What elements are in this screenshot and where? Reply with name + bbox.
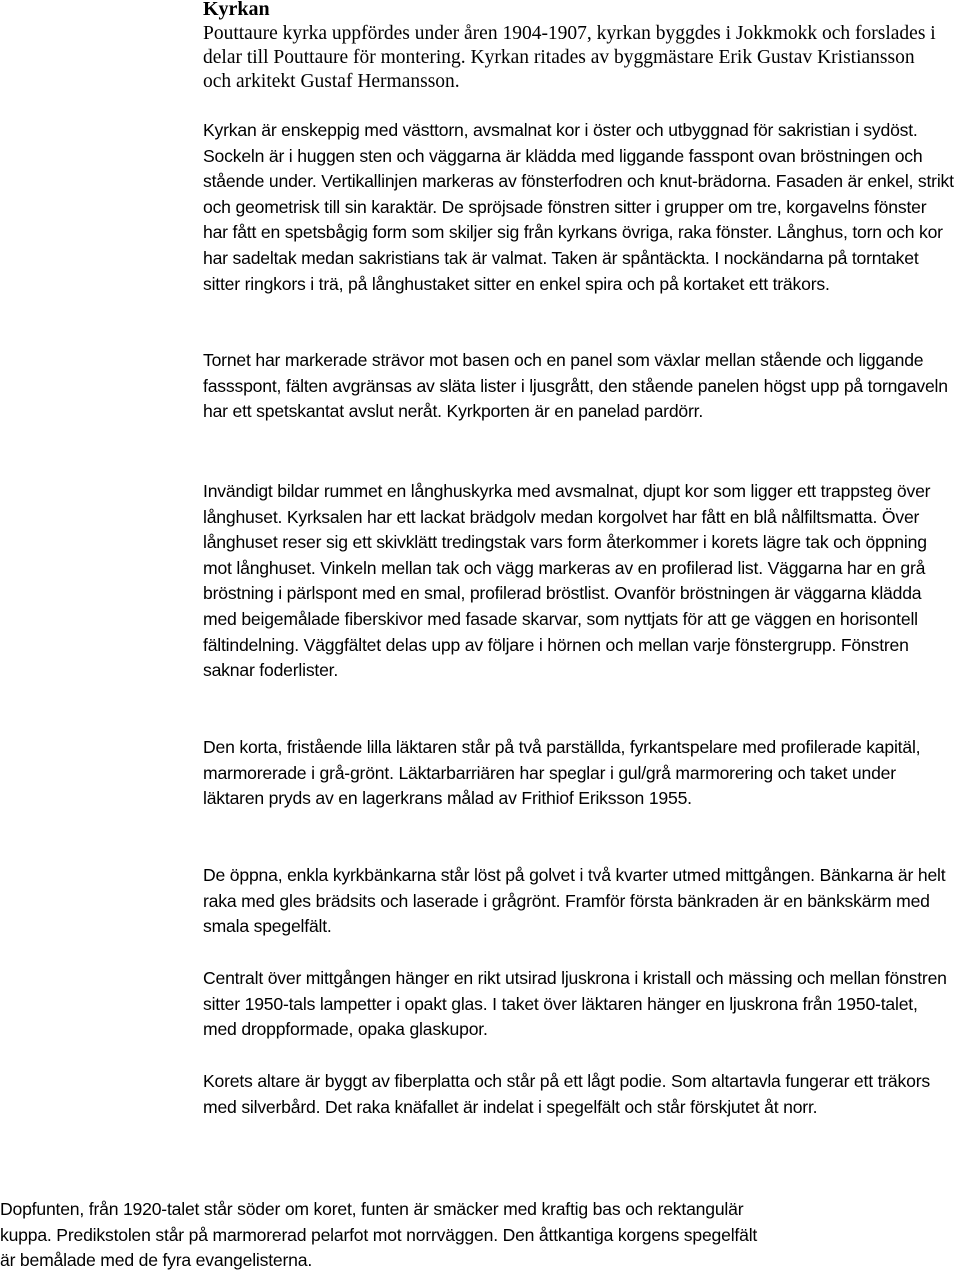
- paragraph-gallery: Den korta, fristående lilla läktaren står på två parställda, fyrkantspelare med profilerade kapitäl, marmorerade i grå-grönt. Läktarbarriären har speglar i gul/grå marmorering och taket under läktaren pryds av en lagerkrans målad av Frithiof Eriksson 1955.: [203, 737, 921, 809]
- section-heading: Kyrkan: [203, 0, 270, 20]
- paragraph-interior: Invändigt bildar rummet en långhuskyrka med avsmalnat, djupt kor som ligger ett trappsteg över långhuset. Kyrksalen har ett lackat brädgolv medan korgolvet har fått en blå nålfiltsmatta. Över långhuset reser sig ett skivklätt tredingstak vars form återkommer i korets lägre tak och öppning mot långhuset. Vinkeln mellan tak och vägg markeras av en profilerad list. Väggarna har en grå bröstning i pärlspont med en smal, profilerad bröstlist. Ovanför bröstningen är väggarna klädda med beigemålade fiberskivor med fasade skarvar, som nyttjats för att ge väggen en horisontell fältindelning. Väggfältet delas upp av följare i hörnen och mellan varje fönstergrupp. Fönstren saknar foderlister.: [203, 481, 931, 681]
- paragraph-exterior: Kyrkan är enskeppig med västtorn, avsmalnat kor i öster och utbyggnad för sakristian i sydöst. Sockeln är i huggen sten och väggarna är klädda med liggande fasspont ovan bröstningen och stående under. Vertikallinjen markeras av fönsterfodren och knut-brädorna. Fasaden är enkel, strikt och geometrisk till sin karaktär. De spröjsade fönstren sitter i grupper om tre, korgavelns fönster har fått en spetsbågig form som skiljer sig från kyrkans övriga, raka fönster. Långhus, torn och kor har sadeltak medan sakristians tak är valmat. Taken är spåntäckta. I nockändarna på torntaket sitter ringkors i trä, på långhustaket sitter en enkel spira och på kortaket ett träkors.: [203, 120, 954, 294]
- paragraph-lighting: Centralt över mittgången hänger en rikt utsirad ljuskrona i kristall och mässing och mellan fönstren sitter 1950-tals lampetter i opakt glas. I taket över läktaren hänger en ljuskrona från 1950-talet, med droppformade, opaka glaskupor.: [203, 968, 947, 1040]
- paragraph-font-pulpit: Dopfunten, från 1920-talet står söder om koret, funten är smäcker med kraftig bas och rektangulär kuppa. Predikstolen står på marmorerad pelarfot mot norrväggen. Den åttkantiga korgens spegelfält är bemålade med de fyra evangelisterna.: [0, 1199, 758, 1271]
- paragraph-altar: Korets altare är byggt av fiberplatta och står på ett lågt podie. Som altartavla fungerar ett träkors med silverbård. Det raka knäfallet är indelat i spegelfält och står förskjutet åt norr.: [203, 1071, 930, 1117]
- intro-paragraph: Pouttaure kyrka uppfördes under åren 1904-1907, kyrkan byggdes i Jokkmokk och forslades i delar till Pouttaure för montering. Kyrkan ritades av byggmästare Erik Gustav Kristiansson och arkitekt Gustaf Hermansson.: [203, 23, 936, 92]
- paragraph-tower: Tornet har markerade strävor mot basen och en panel som växlar mellan stående och liggande fassspont, fälten avgränsas av släta lister i ljusgrått, den stående panelen högst upp på torngaveln har ett spetskantat avslut neråt. Kyrkporten är en panelad pardörr.: [203, 350, 948, 422]
- paragraph-pews: De öppna, enkla kyrkbänkarna står löst på golvet i två kvarter utmed mittgången. Bänkarna är helt raka med gles brädsits och laserade i grågrönt. Framför första bänkraden är en bänkskärm med smala spegelfält.: [203, 865, 946, 937]
